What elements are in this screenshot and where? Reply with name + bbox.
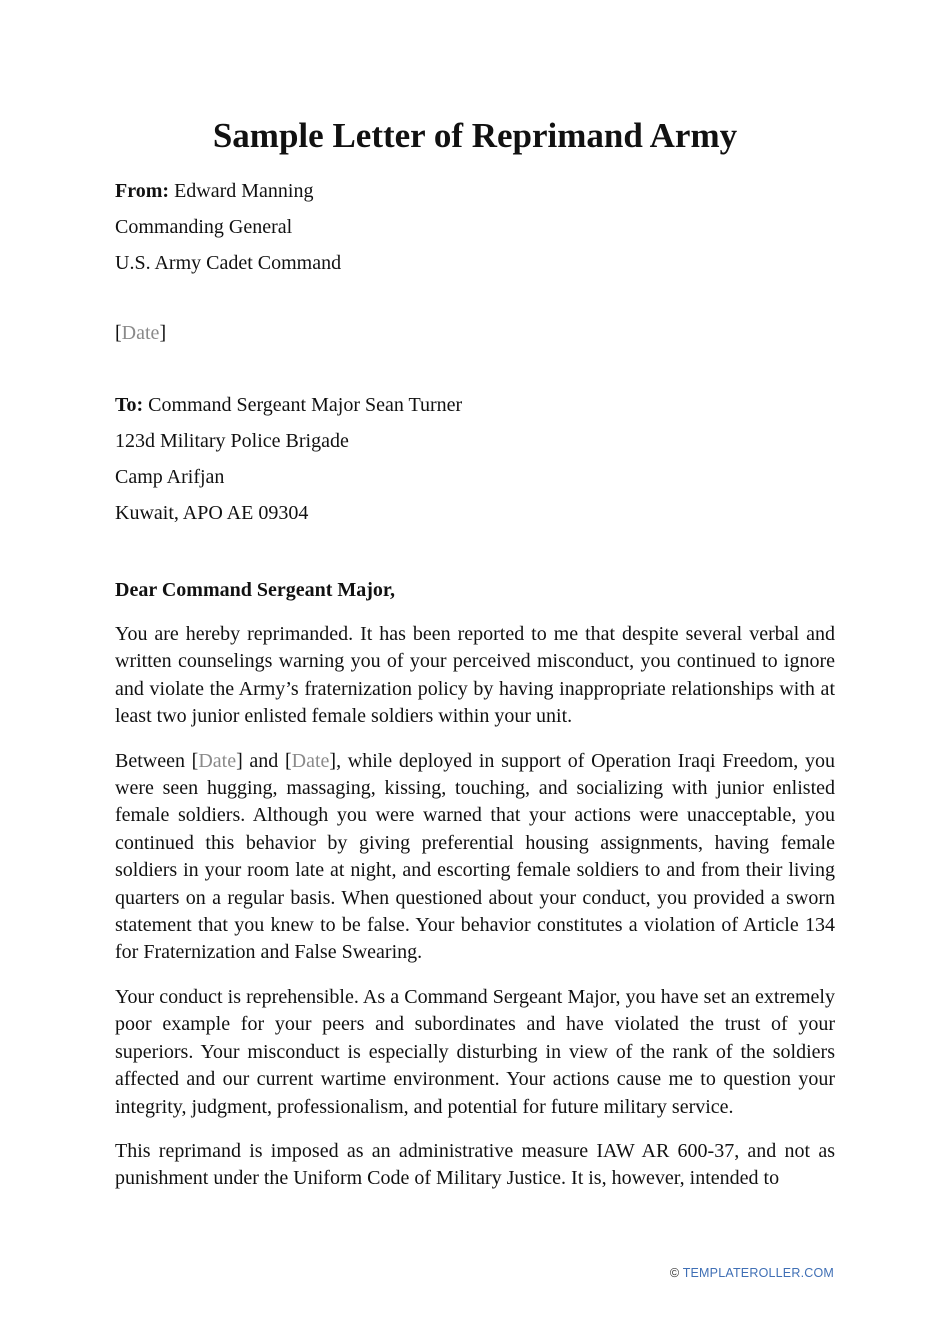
sender-name-line	[115, 173, 835, 209]
date-bracket-open: [	[115, 322, 122, 344]
p2-text-3: ], while deployed in support of Operation Iraqi Freedom, you were seen hugging, massaging, kissing, touching, and socializing with junior enlisted female soldiers. Although you were warned that your actions were unacceptable, you continued this behavior by giving preferential housing assignments, having female soldiers in your room late at night, and escorting female soldiers to and from their living quarters on a regular basis. When questioned about your conduct, you provided a sworn statement that you knew to be false. Your behavior constitutes a violation of Article 134 for Fraternization and False Swearing.	[115, 749, 835, 964]
recipient-location: Camp Arifjan	[115, 466, 225, 488]
from-label: From:	[115, 180, 170, 202]
footer-watermark	[670, 1266, 834, 1280]
sender-name: Edward Manning	[174, 180, 314, 202]
footer-site-link[interactable]: TEMPLATEROLLER.COM	[682, 1266, 834, 1280]
document-title: Sample Letter of Reprimand Army	[212, 116, 738, 155]
recipient-name-line	[115, 387, 835, 423]
body-paragraph-4: This reprimand is imposed as an administrative measure IAW AR 600-37, and not as punishment under the Uniform Code of Military Justice. It is, however, intended to	[115, 1139, 835, 1190]
date-placeholder: Date	[121, 322, 160, 344]
date-block	[115, 315, 835, 351]
recipient-unit: 123d Military Police Brigade	[115, 430, 349, 452]
sender-organization: U.S. Army Cadet Command	[115, 252, 342, 274]
p2-text-1: Between [	[115, 749, 199, 772]
recipient-address: Kuwait, APO AE 09304	[115, 502, 309, 524]
sender-position: Commanding General	[115, 216, 293, 238]
date-line	[115, 315, 835, 351]
body-paragraph-1: You are hereby reprimanded. It has been reported to me that despite several verbal and written counselings warning you of your perceived misconduct, you continued to ignore and violate the Army’s fraternization policy by having inappropriate relationships with at least two junior enlisted female soldiers within your unit.	[115, 623, 835, 728]
date-bracket-close: ]	[159, 322, 167, 344]
p2-date-placeholder-1: Date	[198, 749, 237, 772]
recipient-block	[115, 387, 835, 531]
copyright-symbol: ©	[669, 1266, 680, 1280]
letter-body	[115, 621, 835, 1210]
body-paragraph-3: Your conduct is reprehensible. As a Command Sergeant Major, you have set an extremely poor example for your peers and subordinates and have violated the trust of your superiors. Your misconduct is especially disturbing in view of the rank of the soldiers affected and our current wartime environment. Your actions cause me to question your integrity, judgment, professionalism, and potential for future military service.	[115, 985, 835, 1118]
body-paragraph-2	[115, 748, 835, 967]
p2-date-placeholder-2: Date	[291, 749, 330, 772]
sender-block	[115, 173, 835, 281]
to-label: To:	[115, 394, 144, 416]
recipient-name: Command Sergeant Major Sean Turner	[148, 394, 463, 416]
salutation: Dear Command Sergeant Major,	[115, 579, 395, 601]
p2-text-2: ] and [	[236, 749, 292, 772]
